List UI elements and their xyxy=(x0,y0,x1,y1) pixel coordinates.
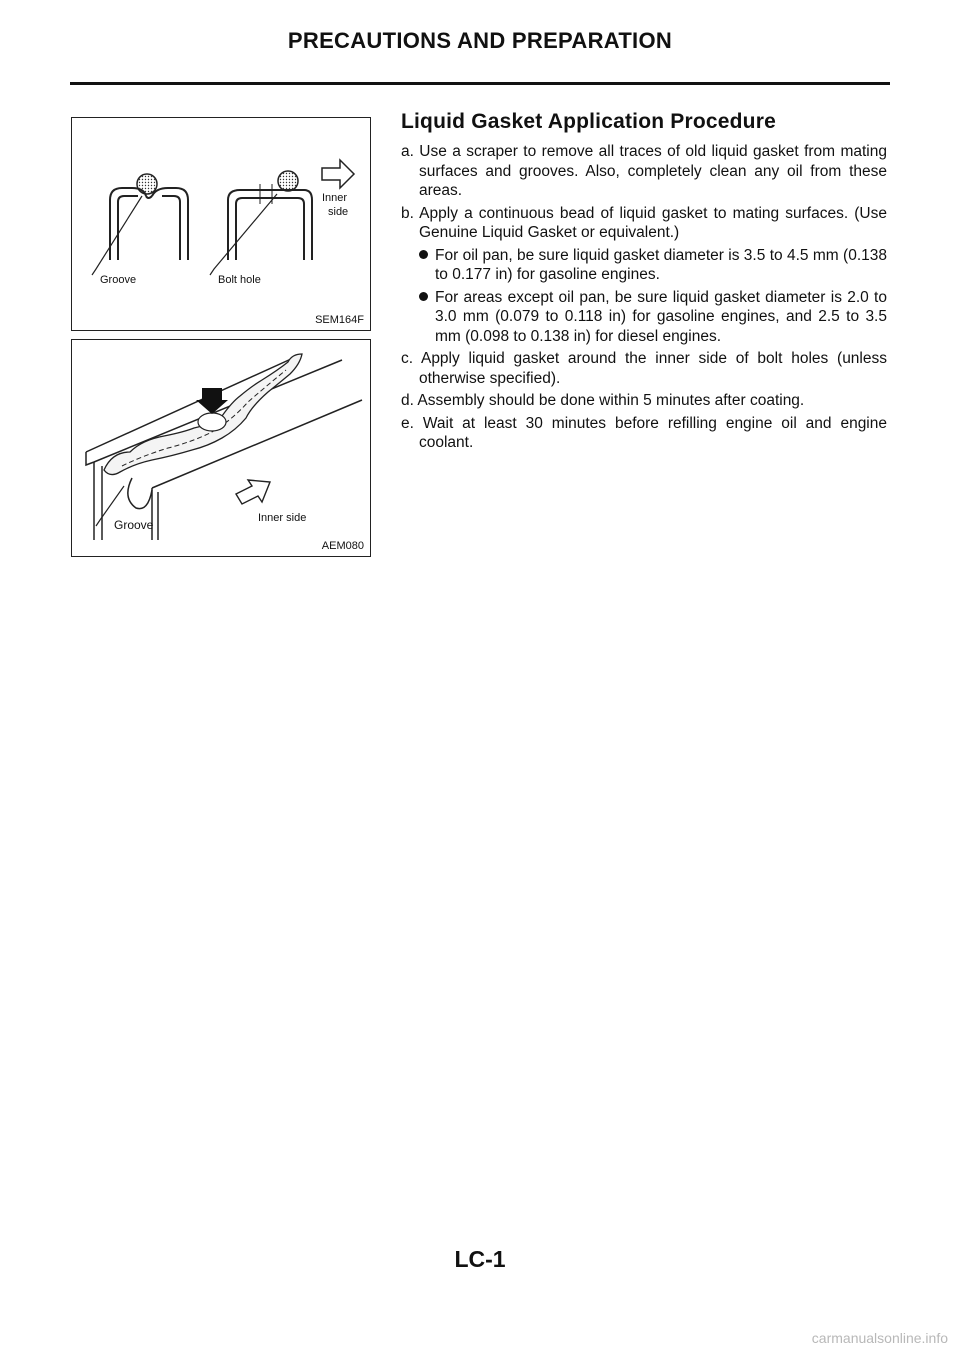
bolt-hole-label: Bolt hole xyxy=(218,274,261,286)
figure-code: SEM164F xyxy=(315,314,364,326)
inner-label: Inner xyxy=(322,192,348,204)
figure-gasket-bead xyxy=(71,339,371,557)
bolt-hole xyxy=(198,413,226,431)
bullet-icon xyxy=(419,292,428,301)
figure-code: AEM080 xyxy=(321,540,364,552)
bullet-text: For areas except oil pan, be sure liquid gasket diameter is 2.0 to 3.0 mm (0.079 to 0.118 in) for gasoline engines, and 2.5 to 3.5 mm (0.098 to 0.138 in) for diesel engines. xyxy=(435,288,887,345)
gasket-bead xyxy=(104,354,302,475)
bullet-text: For oil pan, be sure liquid gasket diameter is 3.5 to 4.5 mm (0.138 to 0.177 in) for gasoline engines. xyxy=(435,246,887,283)
side-label: side xyxy=(328,206,349,218)
down-arrow-icon xyxy=(196,388,228,414)
gasket-bead-groove xyxy=(137,174,157,194)
step-a: a. Use a scraper to remove all traces of old liquid gasket from mating surfaces and grooves. Also, completely clean any oil from these areas. xyxy=(401,143,887,199)
mating-surface xyxy=(86,354,362,540)
step-c: c. Apply liquid gasket around the inner side of bolt holes (unless otherwise specified). xyxy=(401,350,887,387)
step-e: e. Wait at least 30 minutes before refilling engine oil and engine coolant. xyxy=(401,414,887,451)
page-number: LC-1 xyxy=(454,1246,506,1272)
gasket-bead-bolt-hole xyxy=(278,171,298,191)
figure-groove-bolt-hole xyxy=(71,117,371,331)
header-divider xyxy=(70,82,890,85)
inner-side-arrow-icon xyxy=(236,480,270,504)
groove-bolt-hole-illustration xyxy=(72,118,370,330)
bolt-hole-channel xyxy=(228,184,312,260)
inner-side-label: Inner side xyxy=(258,512,307,524)
section-title: Liquid Gasket Application Procedure xyxy=(401,110,776,133)
bullet-icon xyxy=(419,250,428,259)
groove-channel xyxy=(110,188,188,260)
bullet-item xyxy=(419,288,887,347)
watermark: carmanualsonline.info xyxy=(811,1330,948,1346)
bullet-item xyxy=(419,246,887,285)
groove-label: Groove xyxy=(100,274,137,286)
step-b: b. Apply a continuous bead of liquid gasket to mating surfaces. (Use Genuine Liquid Gasket or equivalent.) xyxy=(401,204,887,241)
groove-label: Groove xyxy=(114,518,154,532)
procedure-section xyxy=(401,110,887,456)
inner-side-arrow-icon xyxy=(322,160,354,188)
page-header-title: PRECAUTIONS AND PREPARATION xyxy=(287,28,673,53)
step-d: d. Assembly should be done within 5 minutes after coating. xyxy=(401,392,805,409)
